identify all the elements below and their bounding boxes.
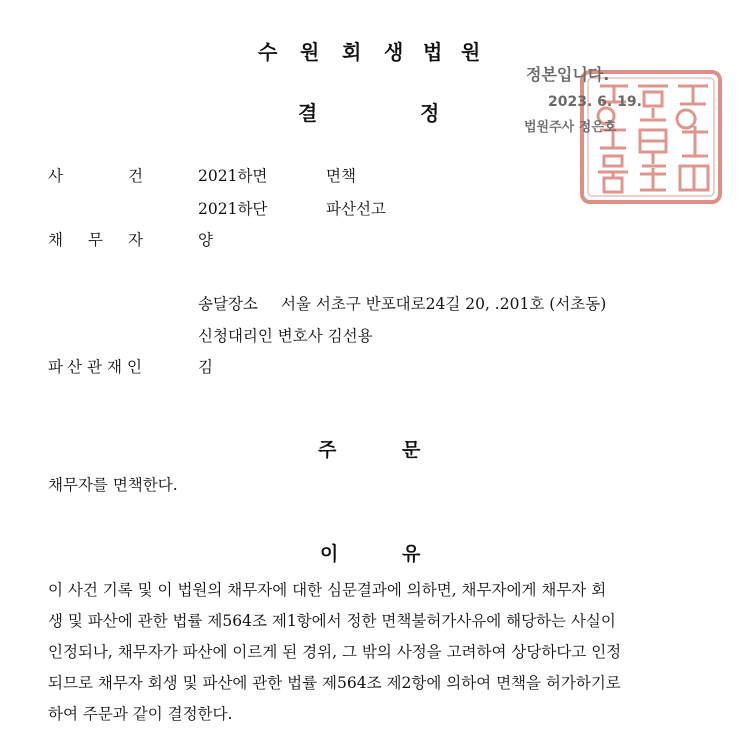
trustee-label-char: 인 [127,358,142,376]
ruling-heading-char: 주 [318,439,337,461]
debtor-label-char: 무 [88,231,103,249]
court-title-char: 수 [258,40,278,64]
case-label-char: 건 [128,167,143,185]
address-label: 송달장소 [198,295,258,313]
reason-line: 생 및 파산에 관한 법률 제564조 제1항에서 정한 면책불허가사유에 해당하는 사실이 [48,612,616,630]
stamp-officer: 법원주사 정은호 [524,120,617,135]
court-title-char: 원 [461,40,481,64]
reason-line: 하여 주문과 같이 결정한다. [48,705,233,723]
reason-heading-char: 이 [320,543,339,565]
debtor-label-char: 채 [48,231,63,249]
court-seal-icon [578,68,724,206]
court-title-char: 원 [300,40,320,64]
trustee-label-char: 산 [67,358,82,376]
case-type: 면책 [326,167,356,185]
case-label-char: 사 [48,167,63,185]
trustee-label-char: 관 [87,358,102,376]
debtor-address: 서울 서초구 반포대로24길 20, .201호 (서초동) [281,295,607,313]
stamp-date: 2023. 6. 19. [548,94,642,110]
debtor-agent: 신청대리인 변호사 김선용 [198,327,373,345]
ruling-text: 채무자를 면책한다. [48,476,178,494]
trustee-label-char: 재 [107,358,122,376]
reason-line: 이 사건 기록 및 이 법원의 채무자에 대한 심문결과에 의하면, 채무자에게 채무자 회 [48,581,607,599]
stamp-certified-copy: 정본입니다. [526,65,610,84]
reason-line: 되므로 채무자 회생 및 파산에 관한 법률 제564조 제2항에 의하여 면책을 허가하기로 [48,674,621,692]
document-type-char: 정 [420,101,440,125]
court-title-char: 생 [384,40,404,64]
trustee-name: 김 [198,358,213,376]
debtor-label-char: 자 [128,231,143,249]
document-type-char: 결 [298,101,318,125]
reason-line: 인정되나, 채무자가 파산에 이르게 된 경위, 그 밖의 사정을 고려하여 상당하다고 인정 [48,643,622,661]
case-number: 2021하면 [198,167,268,185]
ruling-heading-char: 문 [402,439,421,461]
reason-body [48,575,708,730]
court-title-char: 법 [423,40,443,64]
reason-heading-char: 유 [402,543,421,565]
case-number: 2021하단 [198,200,268,218]
trustee-label-char: 파 [48,358,63,376]
case-type: 파산선고 [326,200,386,218]
debtor-name: 양 [198,231,213,249]
court-title-char: 회 [342,40,362,64]
